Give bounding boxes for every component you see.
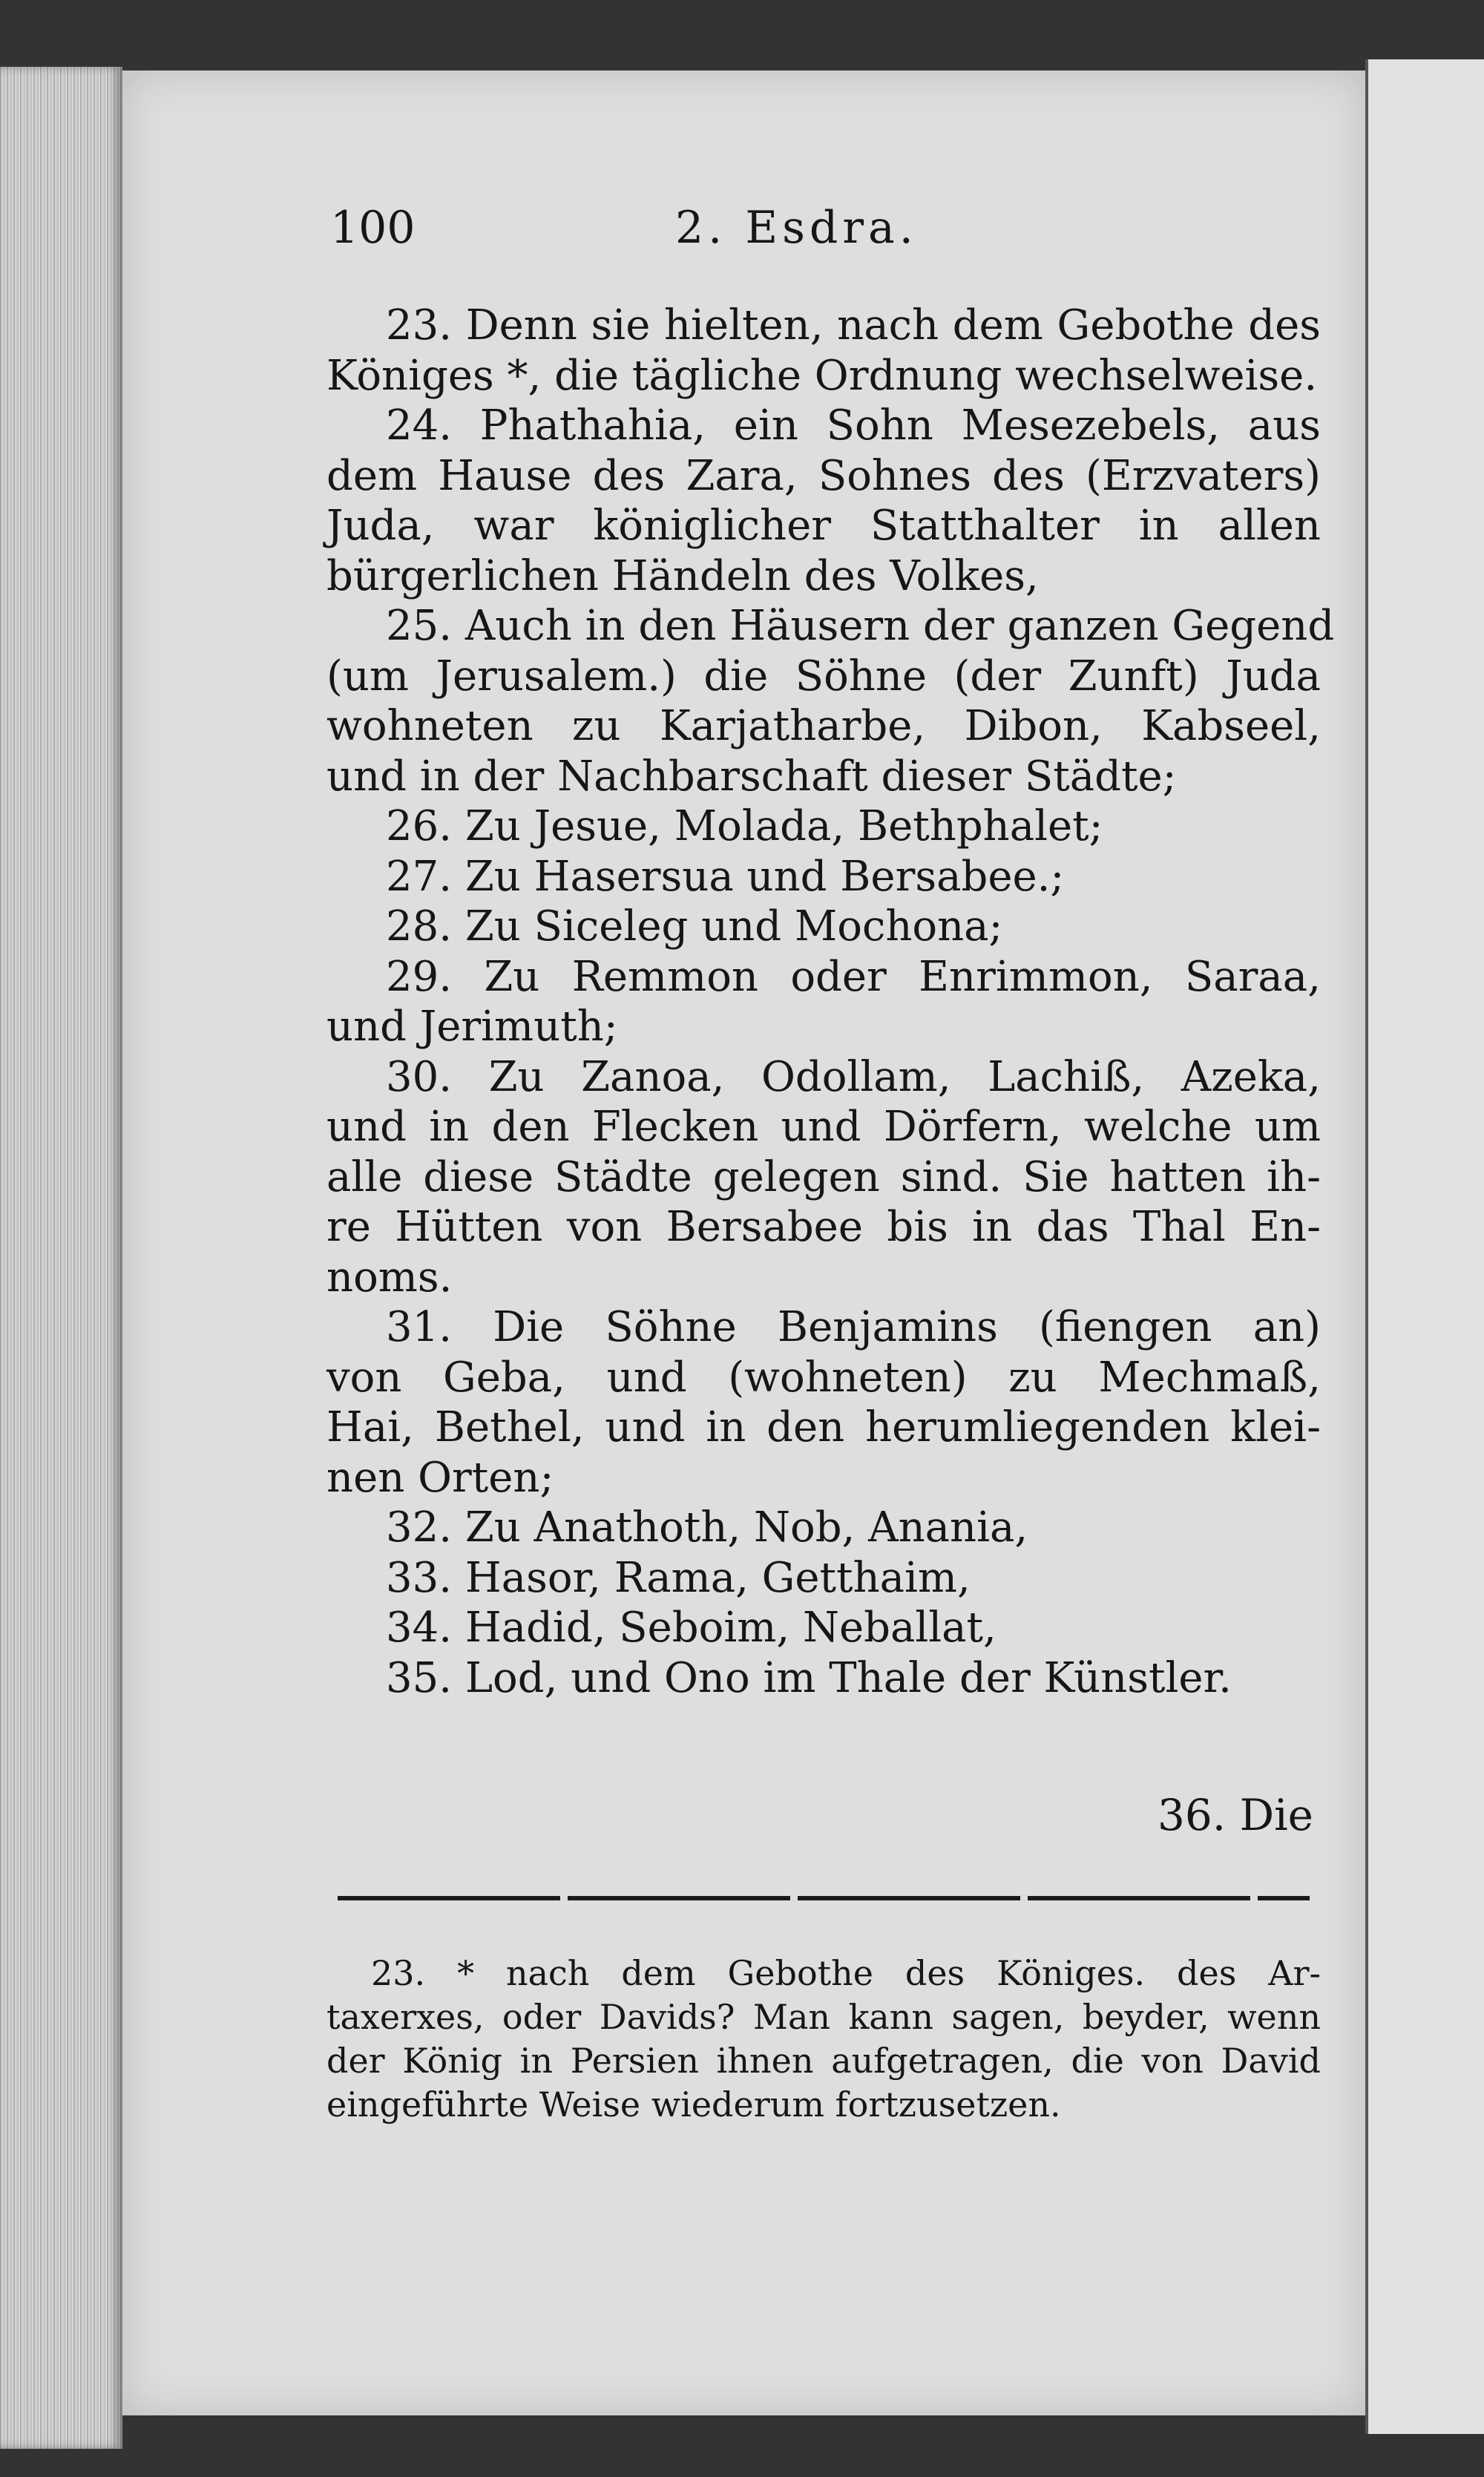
- text-line: und in der Nachbarschaft dieser Städte;: [326, 752, 1177, 801]
- text-line: 30. Zu Zanoa, Odollam, Lachiß, Azeka,: [386, 1052, 1321, 1101]
- text-line: 31. Die Söhne Benjamins (fiengen an): [386, 1303, 1321, 1351]
- text-line: 33. Hasor, Rama, Getthaim,: [386, 1553, 971, 1602]
- text-line: 35. Lod, und Ono im Thale der Künstler.: [386, 1653, 1232, 1702]
- text-line: 23. Denn sie hielten, nach dem Gebothe des: [386, 301, 1321, 350]
- text-line: dem Hause des Zara, Sohnes des (Erzvaters): [326, 451, 1321, 500]
- text-line: und in den Flecken und Dörfern, welche um: [326, 1103, 1321, 1151]
- text-line: (um Jerusalem.) die Söhne (der Zunft) Juda: [326, 652, 1321, 701]
- page-number: 100: [330, 202, 416, 254]
- book-page-edges: [0, 67, 122, 2449]
- text-line: Juda, war königlicher Statthalter in allen: [326, 502, 1321, 550]
- text-line: 34. Hadid, Seboim, Neballat,: [386, 1604, 997, 1652]
- text-line: Hai, Bethel, und in den herumliegenden klei-: [326, 1403, 1321, 1451]
- text-line: Königes *, die tägliche Ordnung wechselweise.: [326, 351, 1318, 400]
- text-line: von Geba, und (wohneten) zu Mechmaß,: [326, 1353, 1321, 1402]
- facing-page-edge: [1365, 59, 1484, 2434]
- text-line: nen Orten;: [326, 1453, 554, 1502]
- footnote-line: eingeführte Weise wiederum fortzusetzen.: [326, 2084, 1061, 2125]
- page-header: [330, 202, 1317, 254]
- text-line: noms.: [326, 1253, 453, 1302]
- footnote-rule: [338, 1896, 1310, 1900]
- running-title: 2. Esdra.: [675, 202, 918, 254]
- footnote: [326, 1952, 1321, 2127]
- text-line: bürgerlichen Händeln des Volkes,: [326, 551, 1039, 600]
- text-line: 28. Zu Siceleg und Mochona;: [386, 902, 1003, 951]
- text-line: wohneten zu Karjatharbe, Dibon, Kabseel,: [326, 702, 1321, 750]
- text-line: 26. Zu Jesue, Molada, Bethphalet;: [386, 802, 1103, 850]
- footnote-line: der König in Persien ihnen aufgetragen, die von David: [326, 2041, 1321, 2081]
- text-line: alle diese Städte gelegen sind. Sie hatten ih-: [326, 1152, 1321, 1201]
- footnote-line: 23. * nach dem Gebothe des Königes. des Ar-: [371, 1953, 1321, 1993]
- text-line: 29. Zu Remmon oder Enrimmon, Saraa,: [386, 952, 1321, 1001]
- text-line: 25. Auch in den Häusern der ganzen Gegend: [386, 602, 1335, 650]
- text-line: und Jerimuth;: [326, 1003, 618, 1051]
- text-line: 24. Phathahia, ein Sohn Mesezebels, aus: [386, 401, 1321, 450]
- text-line: 27. Zu Hasersua und Bersabee.;: [386, 852, 1065, 901]
- catchword: 36. Die: [1157, 1790, 1313, 1840]
- body-text: [326, 301, 1335, 1703]
- footnote-line: taxerxes, oder Davids? Man kann sagen, beyder, wenn: [326, 1997, 1321, 2037]
- text-line: 32. Zu Anathoth, Nob, Anania,: [386, 1503, 1028, 1552]
- text-line: re Hütten von Bersabee bis in das Thal En-: [326, 1203, 1321, 1251]
